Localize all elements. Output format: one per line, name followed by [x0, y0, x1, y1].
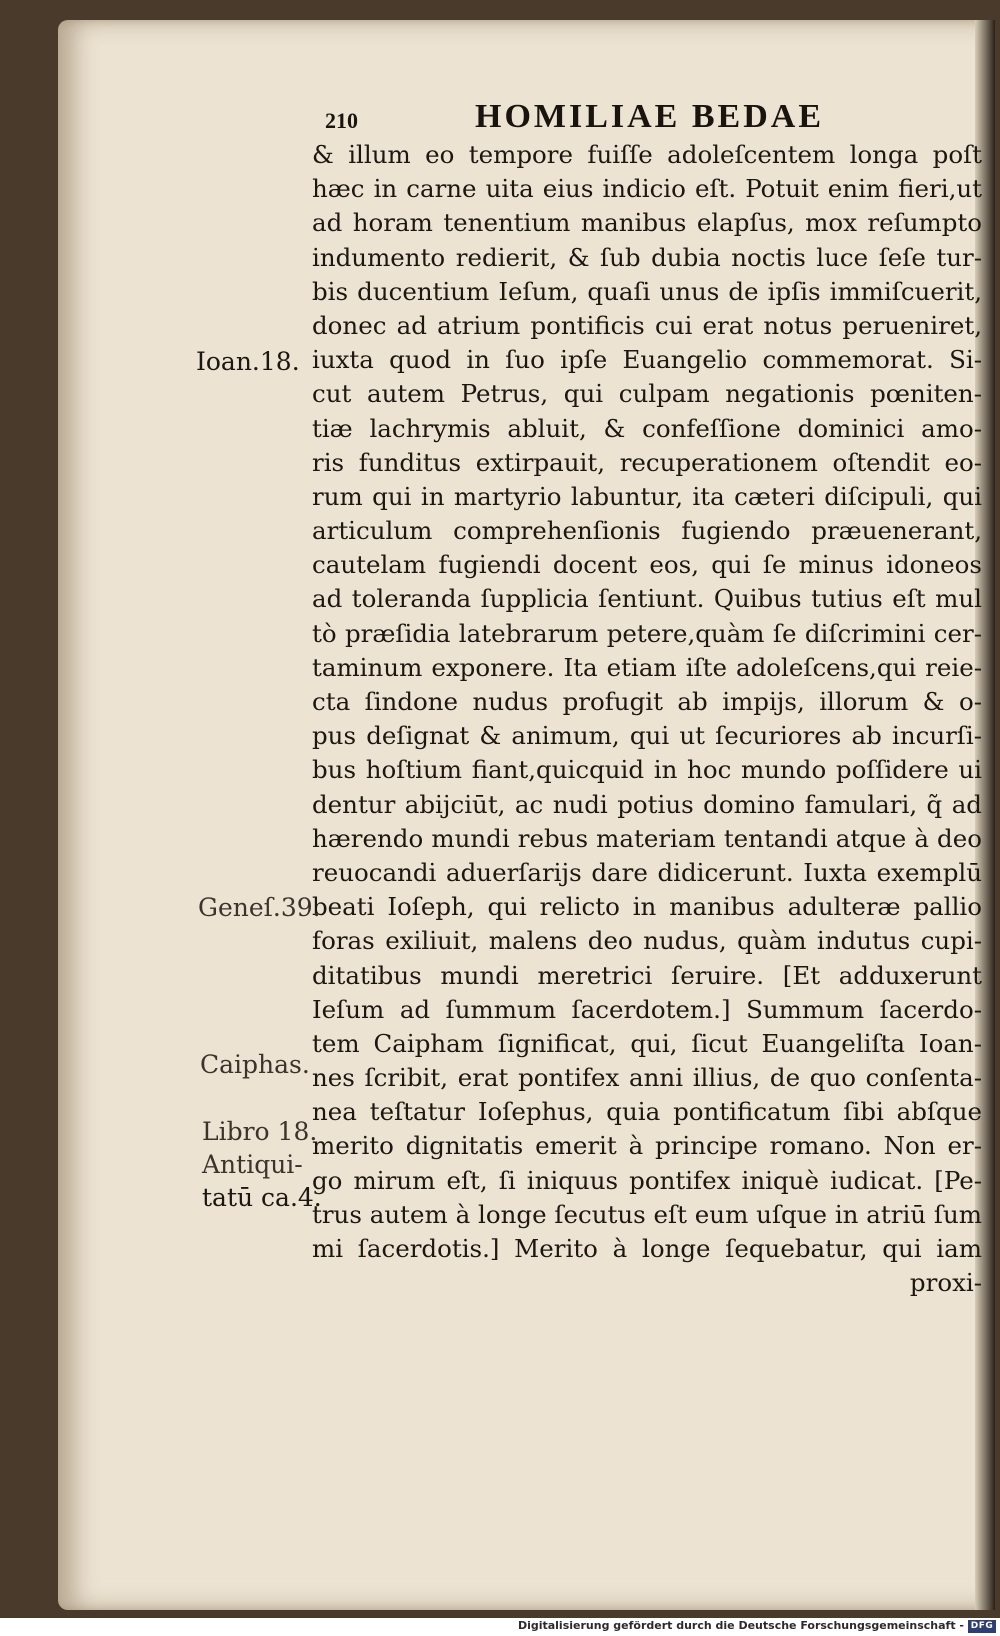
text-line: & illum eo tempore fuiſſe adoleſcentem longa poſt [312, 140, 982, 169]
text-line: tò præſidia latebrarum petere,quàm ſe diſcrimini cer- [312, 618, 982, 648]
text-line: merito dignitatis emerit à principe romano. Non er- [312, 1131, 982, 1161]
text-line: nea teſtatur Ioſephus, quia pontificatum ſibi abſque [312, 1097, 982, 1127]
margin-note-antiqui: Antiqui- [202, 1150, 303, 1179]
text-line: bis ducentium Ieſum, quaſi unus de ipſis immiſcuerit, [312, 276, 982, 306]
text-line: tem Caipham ſignificat, qui, ſicut Euangeliſta Ioan- [312, 1028, 982, 1058]
text-line: cta ſindone nudus profugit ab impijs, illorum & o- [312, 687, 982, 716]
text-line: foras exiliuit, malens deo nudus, quàm indutus cupi- [312, 926, 982, 956]
text-line: tiæ lachrymis abluit, & confeſſione dominici amo- [312, 413, 982, 443]
running-head [325, 98, 845, 138]
footer-bar [0, 1618, 1000, 1636]
text-line: indumento redierit, & ſub dubia noctis luce ſeſe tur- [312, 242, 982, 272]
margin-note-libro: Libro 18. [202, 1117, 318, 1146]
text-line: ad toleranda ſupplicia ſentiunt. Quibus tutius eſt mul [312, 584, 982, 614]
catchword: proxi- [909, 1268, 982, 1298]
body-text [312, 138, 982, 1300]
text-line: beati Ioſeph, qui relicto in manibus adulteræ pallio [312, 892, 982, 922]
dfg-logo: DFG [968, 1620, 996, 1633]
text-line: rum qui in martyrio labuntur, ita cæteri diſcipuli, qui [312, 481, 982, 511]
running-title: HOMILIAE BEDAE [475, 98, 824, 135]
margin-note-genes: Geneſ.39. [198, 893, 321, 922]
text-line: mi ſacerdotis.] Merito à longe ſequebatur, qui iam [312, 1234, 982, 1263]
text-line: Ieſum ad ſummum ſacerdotem.] Summum ſacerdo- [312, 994, 982, 1024]
text-line: ditatibus mundi meretrici ſeruire. [Et adduxerunt [312, 960, 982, 990]
text-line: trus autem à longe ſecutus eſt eum uſque in atriū ſum [312, 1199, 982, 1229]
text-line: ris funditus extirpauit, recuperationem oſtendit eo- [312, 447, 982, 477]
text-line: hærendo mundi rebus materiam tentandi atque à deo [312, 823, 982, 853]
page-number: 210 [325, 108, 358, 133]
footer-credit: Digitalisierung gefördert durch die Deutsche Forschungsgemeinschaft - [517, 1619, 964, 1632]
text-line: dentur abijciūt, ac nudi potius domino famulari, q̃ ad [312, 789, 982, 819]
text-line: articulum comprehenſionis fugiendo præuenerant, [312, 516, 982, 546]
text-line: taminum exponere. Ita etiam iſte adoleſcens,qui reie- [312, 652, 982, 682]
text-line: bus hoſtium fiant,quicquid in hoc mundo poſſidere ui [312, 755, 982, 785]
text-line: cautelam fugiendi docent eos, qui ſe minus idoneos [312, 550, 982, 580]
text-line: ad horam tenentium manibus elapſus, mox reſumpto [312, 208, 982, 238]
margin-note-tatu: tatū ca.4. [202, 1183, 322, 1212]
text-line: cut autem Petrus, qui culpam negationis pœniten- [312, 379, 982, 409]
text-line: nes ſcribit, erat pontifex anni illius, de quo conſenta- [312, 1063, 982, 1093]
text-line: reuocandi aduerſarijs dare didicerunt. Iuxta exemplū [312, 857, 982, 887]
text-line: iuxta quod in ſuo ipſe Euangelio commemorat. Si- [312, 345, 982, 375]
text-line: pus deſignat & animum, qui ut ſecuriores ab incurſi- [312, 721, 982, 751]
text-line: hæc in carne uita eius indicio eſt. Potuit enim fieri,ut [312, 174, 982, 204]
margin-note-caiphas: Caiphas. [200, 1050, 310, 1079]
text-line: go mirum eſt, ſi iniquus pontifex iniquè iudicat. [Pe- [312, 1165, 982, 1195]
margin-note-ioan: Ioan.18. [196, 347, 300, 376]
text-line: donec ad atrium pontificis cui erat notus perueniret, [312, 310, 982, 340]
